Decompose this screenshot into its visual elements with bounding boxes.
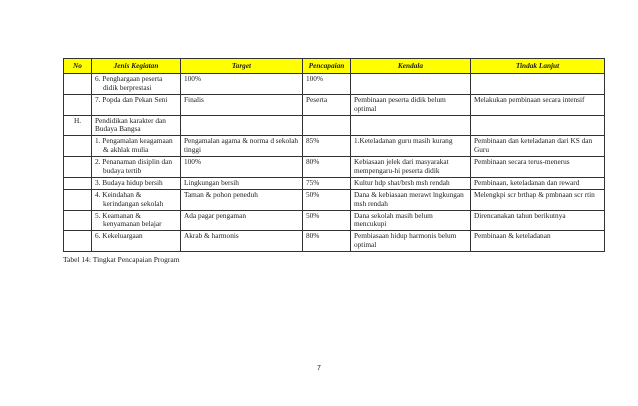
page-number: 7 — [317, 365, 321, 372]
cell-target: Pengamalan agama & norma d sekolah tinggi — [181, 136, 303, 157]
cell-kegiatan-line1: Pendidikan karakter dan Budaya Bangsa — [95, 115, 166, 134]
cell-kegiatan — [92, 177, 181, 189]
table-row — [64, 136, 605, 157]
cell-pencapaian: 80% — [303, 157, 351, 178]
cell-kegiatan — [92, 136, 181, 157]
cell-tindak-lanjut: Pembinaan dan keteladanan dari KS dan Guru — [471, 136, 605, 157]
cell-kegiatan-line1: 6. Kekeluargaan — [95, 231, 143, 241]
cell-tindak-lanjut: Pembinaan & keteladanan — [471, 231, 605, 252]
cell-tindak-lanjut: Direncanakan tahun berikutnya — [471, 210, 605, 231]
cell-kegiatan-line1: 1. Pengamalan keagamaan — [95, 136, 173, 146]
cell-target: Akrab & harmonis — [181, 231, 303, 252]
program-achievement-table — [63, 58, 605, 252]
cell-no — [64, 210, 92, 231]
cell-kegiatan — [92, 157, 181, 178]
cell-kegiatan-line1: 6. Penghargaan peserta — [95, 74, 163, 83]
cell-tindak-lanjut: Melengkpi scr brthap & pmbnaan scr rtin — [471, 189, 605, 210]
cell-pencapaian: 85% — [303, 136, 351, 157]
cell-target: Lingkungan bersih — [181, 177, 303, 189]
cell-kegiatan-line2: didik berprestasi — [103, 82, 152, 92]
table-row — [64, 210, 605, 231]
cell-pencapaian: Peserta — [303, 94, 351, 115]
cell-kendala: Kultur hdp shat/brsh msh rendah — [351, 177, 471, 189]
table-row — [64, 231, 605, 252]
table-row — [64, 177, 605, 189]
cell-tindak-lanjut: Pembinaan secara terus-menerus — [471, 157, 605, 178]
cell-kegiatan-line1: 4. Keindahan & — [95, 189, 142, 199]
cell-kegiatan-line2: & akhlak mulia — [103, 145, 149, 155]
cell-tindak-lanjut: Melakukan pembinaan secara intensif — [471, 94, 605, 115]
cell-kendala: Pembiasaan hidup harmonis belum optimal — [351, 231, 471, 252]
cell-kegiatan-line1: 2. Penanaman disiplin dan — [95, 157, 173, 167]
cell-target — [181, 115, 303, 136]
table-caption: Tabel 14: Tingkat Pencapaian Program — [63, 255, 180, 264]
cell-kendala: Dana & kebiasaan merawt lngkungan msh rendah — [351, 189, 471, 210]
header-target: Target — [181, 59, 303, 74]
cell-pencapaian: 50% — [303, 210, 351, 231]
cell-no — [64, 231, 92, 252]
cell-kegiatan — [92, 74, 181, 95]
cell-target: 100% — [181, 74, 303, 95]
cell-no — [64, 157, 92, 178]
cell-pencapaian — [303, 115, 351, 136]
table-row — [64, 74, 605, 95]
cell-tindak-lanjut — [471, 74, 605, 95]
table-header-row — [64, 59, 605, 74]
cell-target: Ada pagar pengaman — [181, 210, 303, 231]
cell-no: H. — [64, 115, 92, 136]
cell-kendala — [351, 115, 471, 136]
cell-kendala: Dana sekolah masih belum mencukupi — [351, 210, 471, 231]
cell-kendala: 1.Keteladanan guru masih kurang — [351, 136, 471, 157]
cell-pencapaian: 100% — [303, 74, 351, 95]
header-tindak-lanjut: Tindak Lanjut — [471, 59, 605, 74]
cell-kendala — [351, 74, 471, 95]
header-jenis-kegiatan: Jenis Kegiatan — [92, 59, 181, 74]
cell-kegiatan-line1: 3. Budaya hidup bersih — [95, 177, 163, 187]
cell-kegiatan — [92, 94, 181, 115]
cell-tindak-lanjut — [471, 115, 605, 136]
cell-no — [64, 74, 92, 95]
cell-no — [64, 136, 92, 157]
cell-tindak-lanjut: Pembinaan, keteladanan dan reward — [471, 177, 605, 189]
cell-kendala: Kebiasaan jelek dari masyarakat mempengaru-hi peserta didik — [351, 157, 471, 178]
header-pencapaian: Pencapaian — [303, 59, 351, 74]
cell-kegiatan — [92, 231, 181, 252]
cell-kegiatan — [92, 189, 181, 210]
cell-kegiatan-line2: budaya tertib — [103, 166, 142, 176]
cell-kegiatan-line1: 7. Popda dan Pekan Seni — [95, 94, 168, 104]
cell-kegiatan-line2: kerindangan sekolah — [103, 198, 164, 208]
cell-kegiatan-line2: kenyamanan belajar — [103, 219, 162, 229]
cell-kendala: Pembinaan peserta didik belum optimal — [351, 94, 471, 115]
cell-target: 100% — [181, 157, 303, 178]
table-row — [64, 115, 605, 136]
header-no: No — [64, 59, 92, 74]
cell-pencapaian: 80% — [303, 231, 351, 252]
cell-pencapaian: 75% — [303, 177, 351, 189]
cell-no — [64, 177, 92, 189]
header-kendala: Kendala — [351, 59, 471, 74]
table-row — [64, 189, 605, 210]
cell-kegiatan — [92, 115, 181, 136]
cell-no — [64, 189, 92, 210]
cell-kegiatan-line1: 5. Keamanan & — [95, 210, 141, 220]
cell-target: Finalis — [181, 94, 303, 115]
table-row — [64, 157, 605, 178]
table-row — [64, 94, 605, 115]
cell-no — [64, 94, 92, 115]
cell-kegiatan — [92, 210, 181, 231]
cell-target: Taman & pohon peneduh — [181, 189, 303, 210]
cell-pencapaian: 50% — [303, 189, 351, 210]
